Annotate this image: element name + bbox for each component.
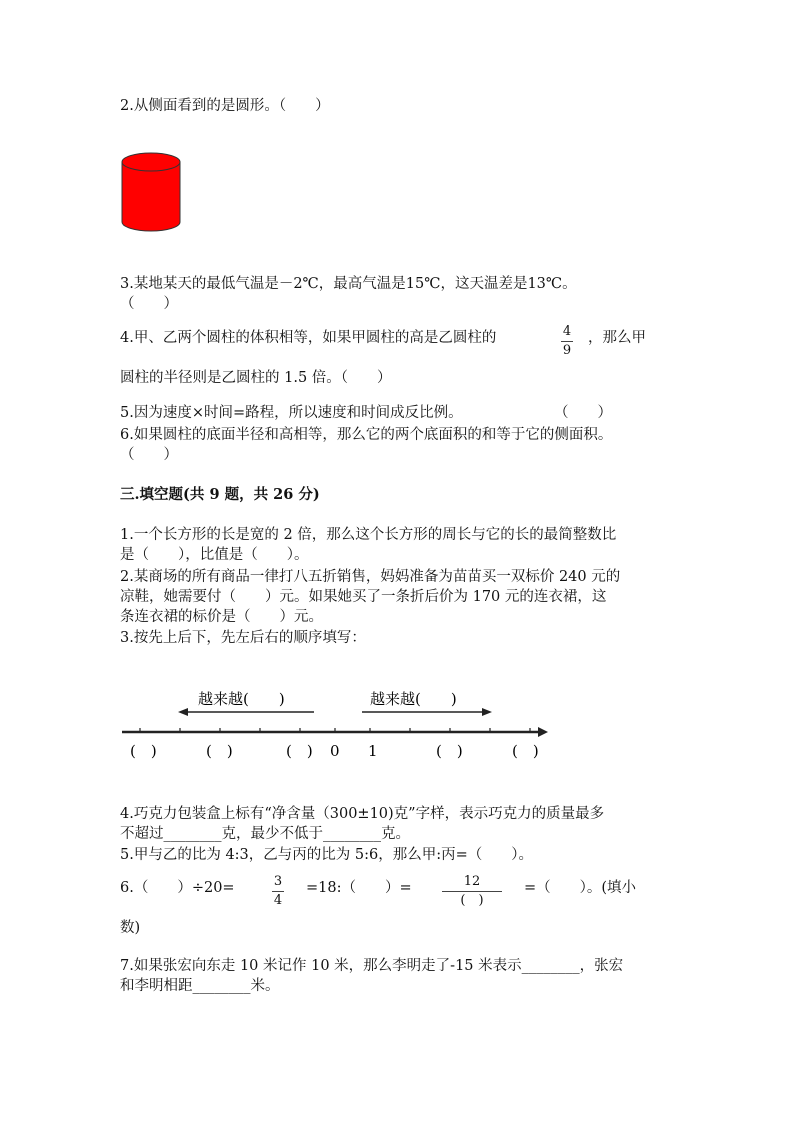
fill-question-1-line2: 是（ ），比值是（ ）。 — [120, 547, 309, 563]
fill-question-7: 7.如果张宏向东走 10 米记作 10 米，那么李明走了-15 米表示________，张宏 — [120, 958, 624, 974]
fill-question-6-tail: =（ ）。(填小 — [524, 880, 637, 896]
fraction-3-4 — [270, 874, 286, 909]
answer-blank: （ ） — [120, 447, 178, 463]
question-4-line2: 圆柱的半径则是乙圆柱的 1.5 倍。（ ） — [120, 370, 392, 386]
tick-label-zero: 0 — [330, 742, 340, 760]
fraction-numerator: 4 — [562, 324, 572, 339]
question-2: 2.从侧面看到的是圆形。（ ） — [120, 98, 330, 114]
tick-label-one: 1 — [368, 742, 378, 760]
fraction-12-blank — [440, 874, 504, 909]
fraction-denominator: ( ) — [460, 893, 484, 908]
left-arrow-label: 越来越( ) — [198, 690, 285, 708]
tick-blank: ( ) — [512, 742, 539, 760]
tick-blank: ( ) — [436, 742, 463, 760]
tick-blank: ( ) — [286, 742, 313, 760]
fill-question-7-line2: 和李明相距________米。 — [120, 978, 280, 994]
fraction-denominator: 4 — [273, 893, 283, 908]
axis-arrow-icon — [538, 727, 548, 737]
fill-question-4: 4.巧克力包装盒上标有“净含量（300±10)克”字样，表示巧克力的质量最多 — [120, 806, 605, 822]
fill-question-2-line3: 条连衣裙的标价是（ ）元。 — [120, 609, 323, 625]
answer-blank: （ ） — [554, 405, 612, 421]
section-title: 三.填空题(共 9 题，共 26 分) — [120, 486, 320, 503]
answer-blank: （ ） — [120, 296, 178, 312]
fraction-numerator: 3 — [273, 874, 283, 889]
fill-question-1: 1.一个长方形的长是宽的 2 倍，那么这个长方形的周长与它的长的最简整数比 — [120, 527, 617, 543]
cylinder-image — [118, 150, 184, 234]
question-3: 3.某地某天的最低气温是－2℃，最高气温是15℃，这天温差是13℃。 — [120, 276, 577, 292]
question-5: 5.因为速度×时间=路程，所以速度和时间成反比例。 — [120, 405, 463, 421]
fraction-numerator: 12 — [463, 874, 481, 889]
fill-question-6: 6.（ ）÷20= — [120, 880, 235, 896]
fill-question-3: 3.按先上后下，先左后右的顺序填写： — [120, 630, 366, 646]
fill-question-4-line2: 不超过________克，最少不低于________克。 — [120, 826, 410, 842]
question-4-tail: ，那么甲 — [588, 330, 646, 346]
tick-blank: ( ) — [130, 742, 157, 760]
fill-question-6-line2: 数) — [120, 920, 141, 936]
fill-question-2: 2.某商场的所有商品一律打八五折销售，妈妈准备为苗苗买一双标价 240 元的 — [120, 569, 621, 585]
tick-blank: ( ) — [206, 742, 233, 760]
fill-question-5: 5.甲与乙的比为 4:3，乙与丙的比为 5:6，那么甲:丙=（ ）。 — [120, 847, 534, 863]
fraction-denominator: 9 — [562, 343, 572, 358]
question-4: 4.甲、乙两个圆柱的体积相等，如果甲圆柱的高是乙圆柱的 — [120, 330, 497, 346]
fill-question-2-line2: 凉鞋，她需要付（ ）元。如果她买了一条折后价为 170 元的连衣裙，这 — [120, 589, 607, 605]
right-arrow-label: 越来越( ) — [370, 690, 457, 708]
fill-question-6-mid: =18:（ ）= — [306, 880, 412, 896]
question-6: 6.如果圆柱的底面半径和高相等，那么它的两个底面积的和等于它的侧面积。 — [120, 427, 613, 443]
number-line-diagram — [118, 682, 558, 766]
right-arrow-icon — [482, 708, 492, 716]
fraction-4-9 — [559, 324, 575, 359]
left-arrow-icon — [178, 708, 188, 716]
